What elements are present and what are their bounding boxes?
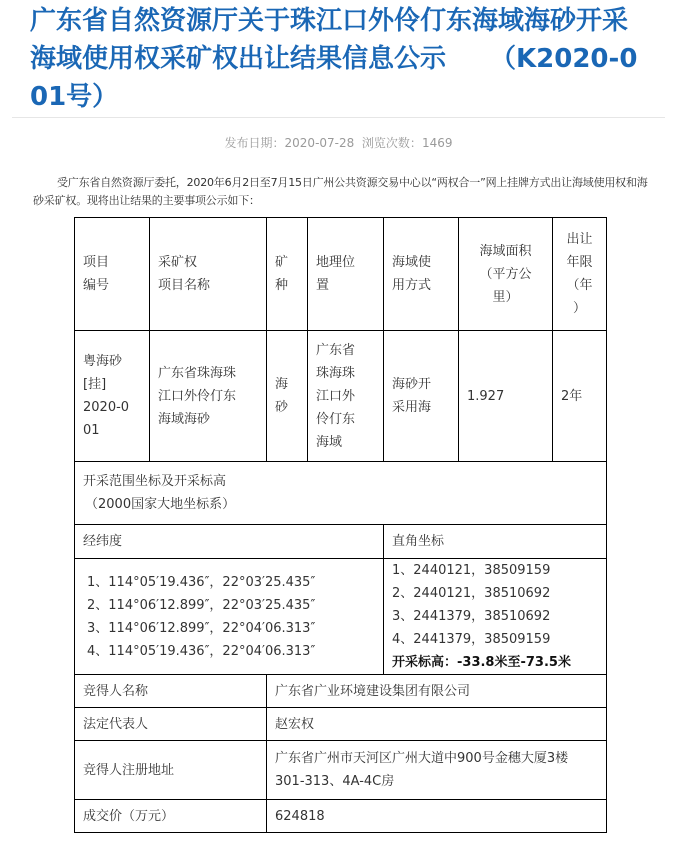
publish-meta — [0, 134, 677, 151]
price-value: 624818 — [267, 800, 607, 833]
rect-point: 3、2441379，38510692 — [392, 609, 551, 624]
header-cell: 矿 种 — [267, 218, 308, 331]
latlon-point: 4、114°05′19.436″，22°04′06.313″ — [87, 643, 316, 659]
header-cell: 出让 年限 （年 ） — [553, 218, 607, 331]
header-cell: 地理位 置 — [308, 218, 384, 331]
representative-value: 赵宏权 — [267, 708, 607, 741]
header-cell: 项目 编号 — [75, 218, 150, 331]
rect-header: 直角坐标 — [384, 525, 607, 559]
usage-cell: 海砂开 采用海 — [384, 331, 459, 462]
coordinate-values-row — [75, 559, 607, 675]
winner-row — [75, 675, 607, 708]
price-row — [75, 800, 607, 833]
address-label: 竞得人注册地址 — [75, 741, 267, 800]
header-cell: 采矿权 项目名称 — [150, 218, 267, 331]
latlon-header: 经纬度 — [75, 525, 384, 559]
date-label: 发布日期： — [224, 136, 285, 150]
header-cell: 海域使 用方式 — [384, 218, 459, 331]
rect-point: 1、2440121，38509159 — [392, 563, 551, 578]
coordinate-section-title: 开采范围坐标及开采标高 （2000国家大地坐标系） — [75, 462, 607, 525]
latlon-values — [75, 559, 384, 675]
project-code-cell: 粤海砂 [挂] 2020-0 01 — [75, 331, 150, 462]
address-value: 广东省广州市天河区广州大道中900号金穗大厦3楼 301-313、4A-4C房 — [267, 741, 607, 800]
latlon-point: 1、114°05′19.436″，22°03′25.435″ — [87, 574, 316, 590]
result-table — [74, 217, 607, 833]
latlon-point: 3、114°06′12.899″，22°04′06.313″ — [87, 620, 316, 636]
intro-paragraph: 受广东省自然资源厅委托，2020年6月2日至7月15日广州公共资源交易中心以“两权合一”网上挂牌方式出让海域使用权和海砂采矿权。现将出让结果的主要事项公示如下： — [33, 176, 648, 207]
title-code: （K2020-001号） — [30, 44, 638, 112]
coordinate-section-row — [75, 462, 607, 525]
address-row — [75, 741, 607, 800]
term-cell: 2年 — [553, 331, 607, 462]
coordinate-subheader-row — [75, 525, 607, 559]
project-name-cell: 广东省珠海珠 江口外伶仃东 海域海砂 — [150, 331, 267, 462]
table-row — [75, 331, 607, 462]
latlon-point: 2、114°06′12.899″，22°03′25.435″ — [87, 597, 316, 613]
winner-value: 广东省广业环境建设集团有限公司 — [267, 675, 607, 708]
representative-label: 法定代表人 — [75, 708, 267, 741]
winner-label: 竞得人名称 — [75, 675, 267, 708]
area-cell: 1.927 — [459, 331, 553, 462]
header-cell: 海域面积 （平方公 里） — [459, 218, 553, 331]
view-count: 1469 — [421, 136, 453, 150]
views-label: 浏览次数： — [361, 136, 422, 150]
price-label: 成交价（万元） — [75, 800, 267, 833]
mining-elevation: 开采标高：-33.8米至-73.5米 — [392, 655, 571, 670]
table-header-row — [75, 218, 607, 331]
page-title — [30, 2, 650, 116]
title-main: 广东省自然资源厅关于珠江口外伶仃东海域海砂开采海域使用权采矿权出让结果信息公示 — [30, 6, 629, 74]
mineral-cell: 海 砂 — [267, 331, 308, 462]
location-cell: 广东省 珠海珠 江口外 伶仃东 海域 — [308, 331, 384, 462]
rect-values — [384, 559, 607, 675]
publish-date: 2020-07-28 — [284, 136, 355, 150]
rect-point: 4、2441379，38509159 — [392, 632, 551, 647]
rect-point: 2、2440121，38510692 — [392, 586, 551, 601]
title-divider — [12, 117, 665, 118]
representative-row — [75, 708, 607, 741]
